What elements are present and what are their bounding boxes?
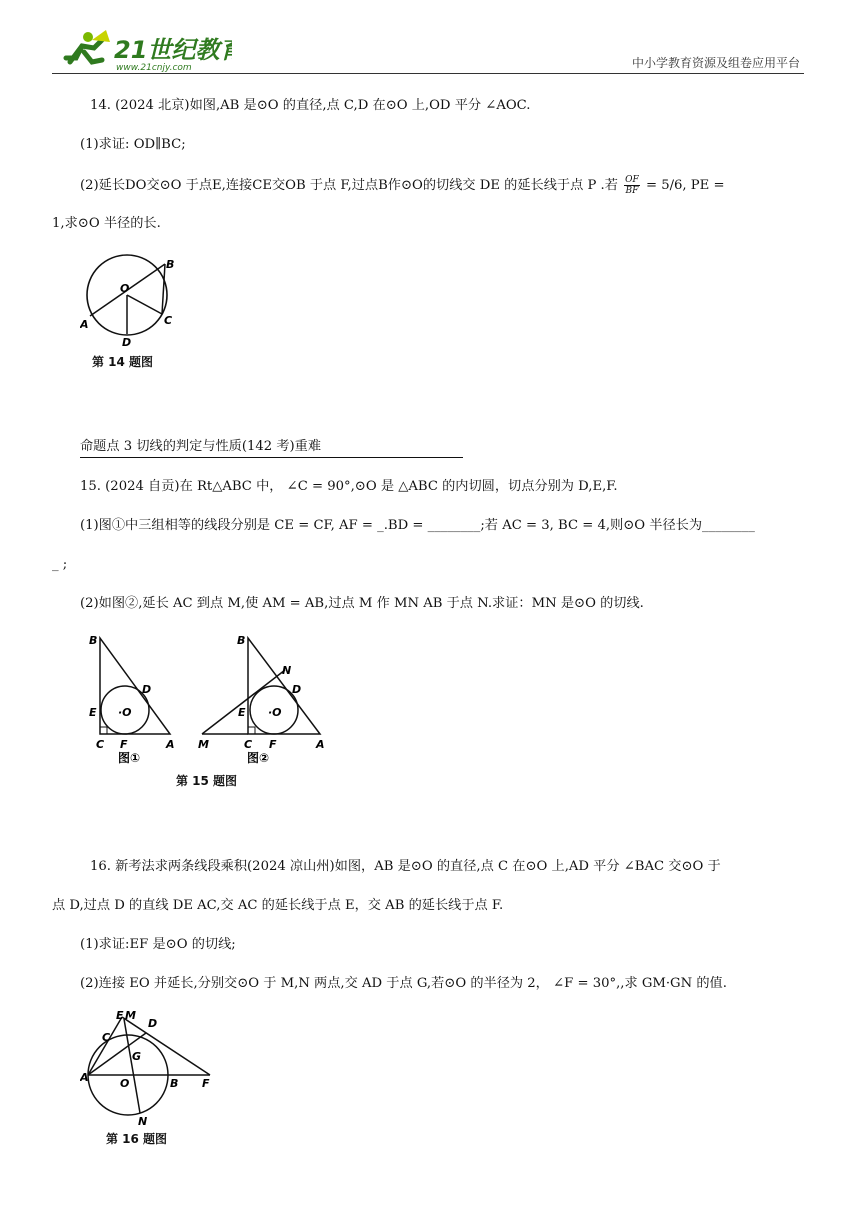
q14-label-c: C xyxy=(164,314,173,327)
q14-caption: 第 14 题图 xyxy=(92,355,154,369)
q15-part2: (2)如图②,延长 AC 到点 M,使 AM = AB,过点 M 作 MN AB 于点 N.求证：MN 是⊙O 的切线. xyxy=(80,596,644,611)
q14-part2-text: (2)延长DO交⊙O 于点E,连接CE交OB 于点 F,过点B作⊙O的切线交 DE 的延长线于点 P .若 xyxy=(80,178,618,193)
logo-url-text: www.21cnjy.com xyxy=(116,63,192,73)
q15-f1-label-o: ·O xyxy=(118,706,132,719)
q15-f2-label-n: N xyxy=(282,664,292,677)
q14-part2-line1 xyxy=(80,175,725,196)
q14-label-b: B xyxy=(166,258,175,271)
q16-label-d: D xyxy=(148,1017,158,1030)
q15-f1-label-f: F xyxy=(120,738,128,751)
q15-f2-label-m: M xyxy=(198,738,209,751)
q16-stem-line1: 16. 新考法求两条线段乘积(2024 凉山州)如图，AB 是⊙O 的直径,点 C 在⊙O 上,AD 平分 ∠BAC 交⊙O 于 xyxy=(90,859,721,874)
q14-stem: 14. (2024 北京)如图,AB 是⊙O 的直径,点 C,D 在⊙O 上,OD 平分 ∠AOC. xyxy=(90,98,531,113)
q16-label-c: C xyxy=(102,1031,111,1044)
q14-frac-den: BF xyxy=(625,186,639,196)
q15-figure1 xyxy=(89,634,175,765)
q15-f2-label-c: C xyxy=(244,738,253,751)
q15-part1-tail: _ ; xyxy=(52,557,68,572)
q16-part1: (1)求证:EF 是⊙O 的切线; xyxy=(80,937,236,952)
q16-label-e: E xyxy=(116,1009,124,1022)
q15-caption: 第 15 题图 xyxy=(176,774,238,788)
section-title: 命题点 3 切线的判定与性质(142 考)重难 xyxy=(80,438,463,458)
site-logo xyxy=(62,28,232,78)
q16-label-b: B xyxy=(170,1077,179,1090)
q15-f2-label-e: E xyxy=(238,706,246,719)
q15-f2-label-o: ·O xyxy=(268,706,282,719)
q14-fraction xyxy=(624,175,640,196)
header-divider xyxy=(52,73,804,74)
q15-f1-label-c: C xyxy=(96,738,105,751)
q15-f1-label-a: A xyxy=(166,738,175,751)
q14-label-a: A xyxy=(80,318,89,331)
logo-main-text: 21世纪教育 xyxy=(114,36,232,64)
q15-f1-label-d: D xyxy=(142,683,152,696)
q14-label-o: O xyxy=(120,282,130,295)
q15-figures xyxy=(80,630,340,770)
runner-icon xyxy=(66,30,110,62)
q15-f1-label-b: B xyxy=(89,634,98,647)
q16-label-m: M xyxy=(125,1009,136,1022)
q15-f1-label-e: E xyxy=(89,706,97,719)
q14-label-d: D xyxy=(122,336,132,348)
q16-label-g: G xyxy=(132,1050,142,1063)
q16-caption: 第 16 题图 xyxy=(106,1132,168,1146)
q16-label-o: O xyxy=(120,1077,130,1090)
q15-fig1-caption: 图① xyxy=(118,751,141,765)
q15-f2-label-a: A xyxy=(316,738,325,751)
q15-f2-label-d: D xyxy=(292,683,302,696)
q16-part2: (2)连接 EO 并延长,分别交⊙O 于 M,N 两点,交 AD 于点 G,若⊙O 的半径为 2， ∠F = 30°,,求 GM·GN 的值. xyxy=(80,976,727,991)
header-platform-text: 中小学教育资源及组卷应用平台 xyxy=(631,56,800,70)
q16-label-a: A xyxy=(80,1071,89,1084)
q14-part2-line2: 1,求⊙O 半径的长. xyxy=(52,216,161,231)
q15-f2-label-b: B xyxy=(237,634,246,647)
q15-stem: 15. (2024 自贡)在 Rt△ABC 中， ∠C = 90°,⊙O 是 △ABC 的内切圆，切点分别为 D,E,F. xyxy=(80,479,618,494)
q15-f2-label-f: F xyxy=(269,738,277,751)
q15-figure2 xyxy=(198,634,325,765)
q15-part1: (1)图①中三组相等的线段分别是 CE = CF, AF = _.BD = ________;若 AC = 3, BC = 4,则⊙O 半径长为________ xyxy=(80,518,755,533)
q16-label-f: F xyxy=(202,1077,210,1090)
q14-part1: (1)求证: OD∥BC; xyxy=(80,137,186,152)
q16-label-n: N xyxy=(138,1115,148,1128)
q15-fig2-caption: 图② xyxy=(247,751,270,765)
q16-stem-line2: 点 D,过点 D 的直线 DE AC,交 AC 的延长线于点 E，交 AB 的延长线于点 F. xyxy=(52,898,504,913)
q16-figure xyxy=(80,1005,220,1130)
q14-frac-num: OF xyxy=(625,175,639,185)
q14-figure xyxy=(80,248,190,348)
q14-part2-rest: = 5/6, PE = xyxy=(645,178,725,193)
